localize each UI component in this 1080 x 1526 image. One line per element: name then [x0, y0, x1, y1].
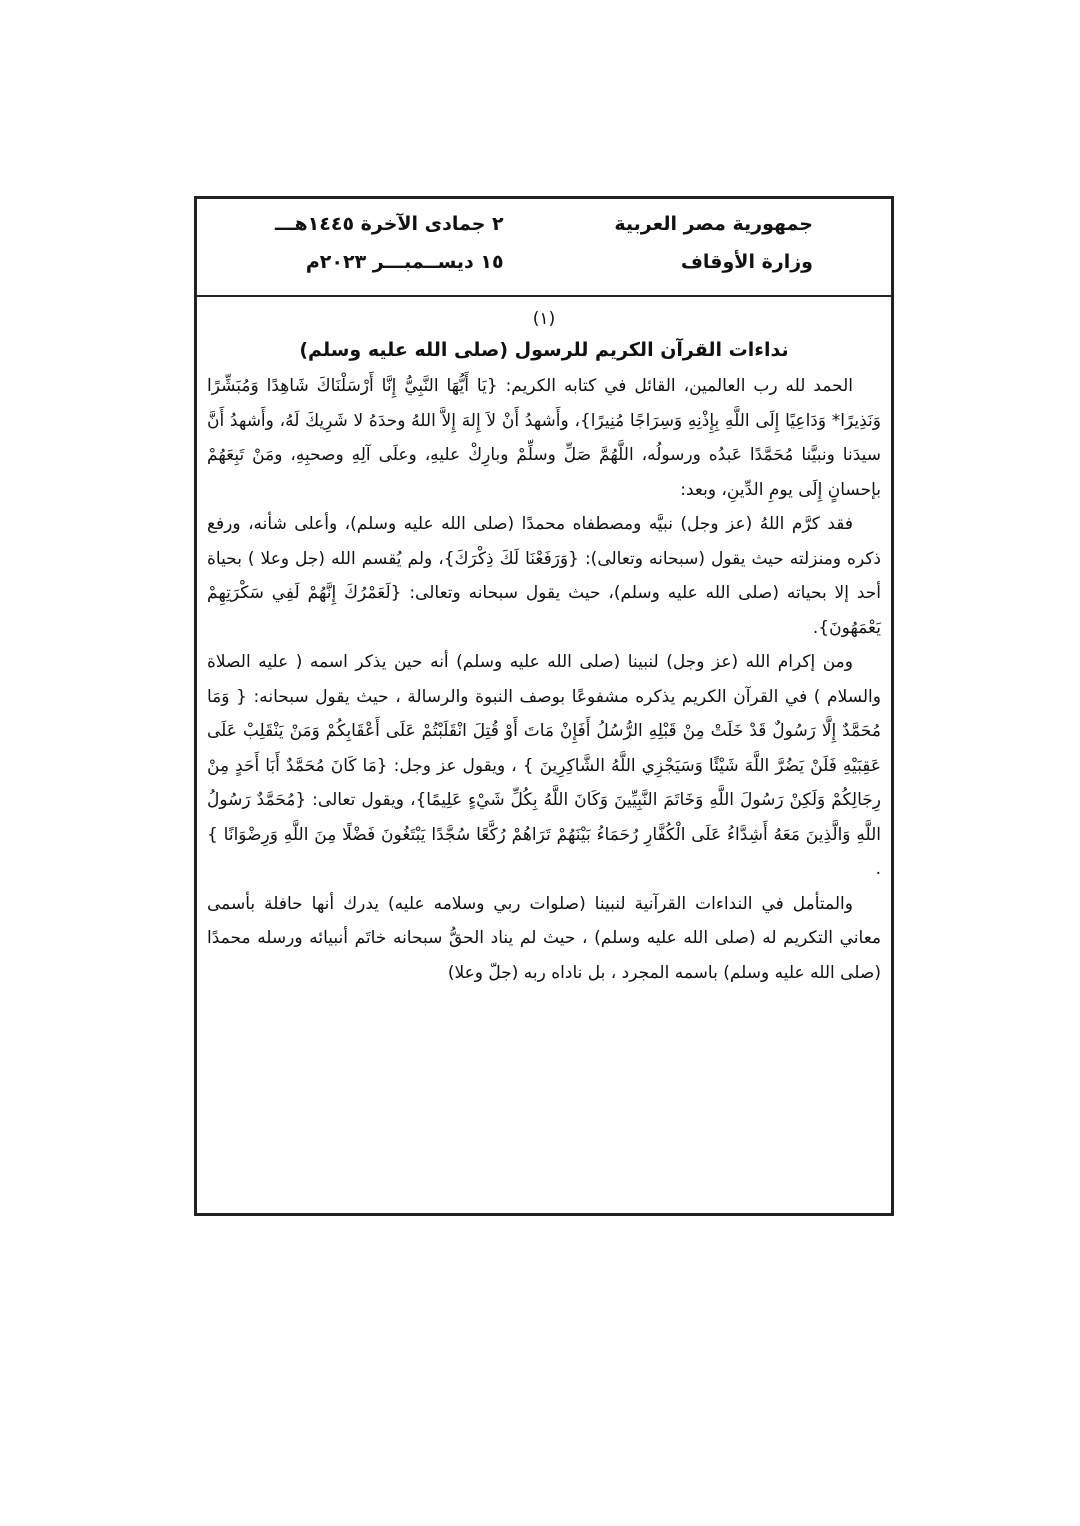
ministry-name: وزارة الأوقاف — [680, 251, 813, 273]
paragraph: والمتأمل في النداءات القرآنية لنبينا (صلوات ربي وسلامه عليه) يدرك أنها حافلة بأسمى معاني التكريم له (صلى الله عليه وسلم) ، حيث لم يناد الحقُّ سبحانه خاتَم أنبيائه ورسله محمدًا (صلى الله عليه وسلم) باسمه المجرد ، بل ناداه ربه (جلّ وعلا) — [207, 893, 881, 983]
document-body — [197, 297, 891, 990]
paragraph: ومن إكرام الله (عز وجل) لنبينا (صلى الله عليه وسلم) أنه حين يذكر اسمه ( عليه الصلاة والسلام ) في القرآن الكريم يذكره مشفوعًا بوصف النبوة والرسالة ، حيث يقول سبحانه: { وَمَا مُحَمَّدٌ إِلَّا رَسُولٌ قَدْ خَلَتْ مِنْ قَبْلِهِ الرُّسُلُ أَفَإِنْ مَاتَ أَوْ قُتِلَ انْقَلَبْتُمْ عَلَى أَعْقَابِكُمْ وَمَنْ يَنْقَلِبْ عَلَى عَقِبَيْهِ فَلَنْ يَضُرَّ اللَّهَ شَيْئًا وَسَيَجْزِي اللَّهُ الشَّاكِرِينَ } ، ويقول عز وجل: {مَا كَانَ مُحَمَّدٌ أَبَا أَحَدٍ مِنْ رِجَالِكُمْ وَلَكِنْ رَسُولَ اللَّهِ وَخَاتَمَ النَّبِيِّينَ وَكَانَ اللَّهُ بِكُلِّ شَيْءٍ عَلِيمًا}، ويقول تعالى: {مُحَمَّدٌ رَسُولُ اللَّهِ وَالَّذِينَ مَعَهُ أَشِدَّاءُ عَلَى الْكُفَّارِ رُحَمَاءُ بَيْنَهُمْ تَرَاهُمْ رُكَّعًا سُجَّدًا يَبْتَغُونَ فَضْلًا مِنَ اللَّهِ وَرِضْوَانًا } . — [207, 652, 881, 879]
header-issuer — [614, 211, 813, 295]
document-frame — [194, 196, 894, 1216]
hijri-date: ٢ جمادى الآخرة ١٤٤٥هـــ — [275, 213, 504, 235]
paragraph: الحمد لله رب العالمين، القائل في كتابه الكريم: {يَا أَيُّهَا النَّبِيُّ إِنَّا أَرْسَلْنَاكَ شَاهِدًا وَمُبَشِّرًا وَنَذِيرًا* وَدَاعِيًا إِلَى اللَّهِ بِإِذْنِهِ وَسِرَاجًا مُنِيرًا}، وأَشهدُ أَنْ لاَ إِلهَ إِلاَّ اللهُ وحدَهُ لا شَرِيكَ لَهُ، وأَشهدُ أَنَّ سيدَنا ونبيَّنا مُحَمَّدًا عَبدُه ورسولُه، اللَّهُمَّ صَلِّ وسلِّمْ وبارِكْ عليهِ، وعلَى آلِهِ وصحبِهِ، ومَنْ تَبِعَهُمْ بإحسانٍ إِلَى يومِ الدِّينِ، وبعد: — [207, 376, 881, 500]
document-title: نداءات القرآن الكريم للرسول (صلى الله عليه وسلم) — [299, 339, 789, 361]
country-name: جمهورية مصر العربية — [614, 213, 813, 235]
gregorian-date: ١٥ ديســمبـــر ٢٠٢٣م — [305, 251, 504, 273]
paragraph: فقد كرَّم اللهُ (عز وجل) نبيَّه ومصطفاه محمدًا (صلى الله عليه وسلم)، وأعلى شأنه، ورفع ذكره ومنزلته حيث يقول (سبحانه وتعالى): {وَرَفَعْنَا لَكَ ذِكْرَكَ}، ولم يُقسم الله (جل وعلا ) بحياة أحد إلا بحياته (صلى الله عليه وسلم)، حيث يقول سبحانه وتعالى: {لَعَمْرُكَ إِنَّهُمْ لَفِي سَكْرَتِهِمْ يَعْمَهُونَ}. — [207, 514, 881, 638]
section-number: (١) — [532, 309, 556, 329]
document-header — [197, 199, 891, 297]
header-date — [275, 211, 504, 295]
